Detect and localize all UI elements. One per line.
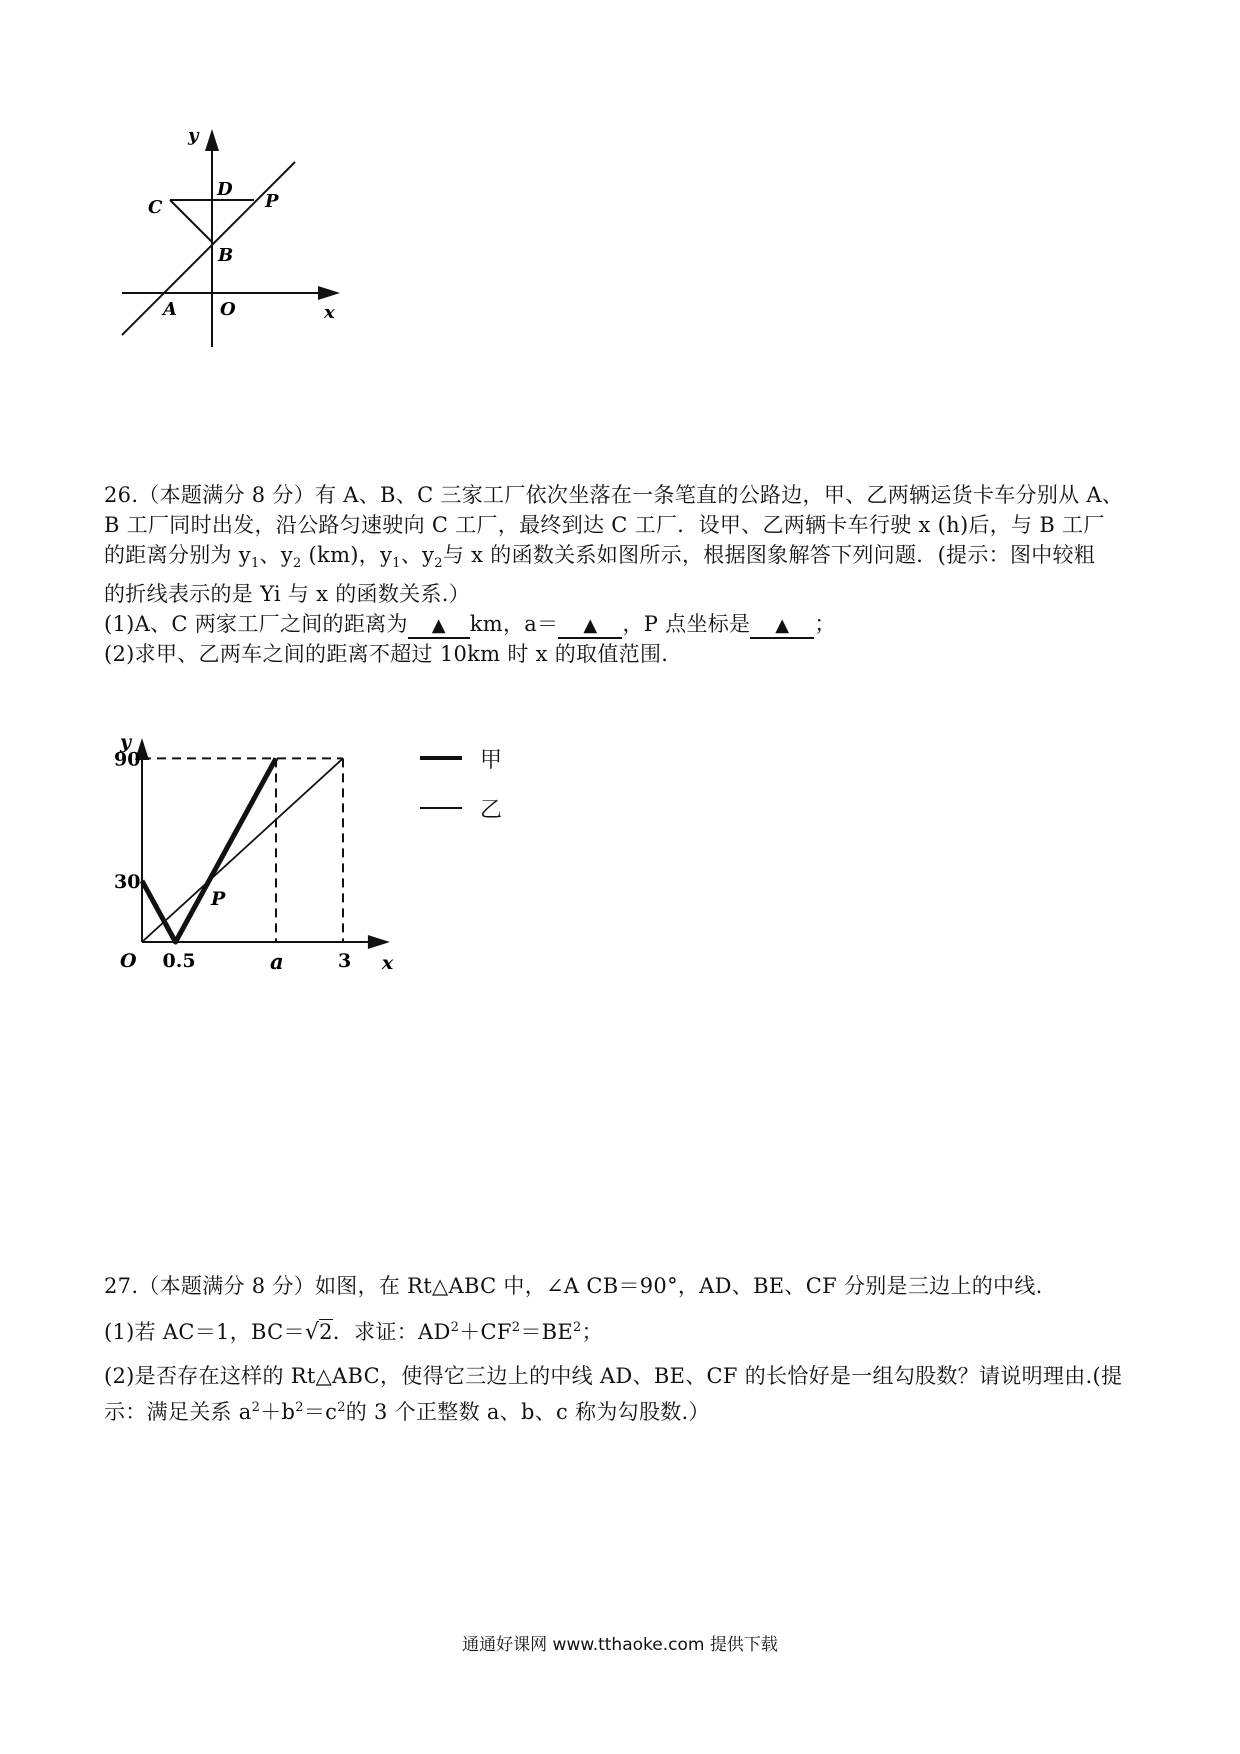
x-tick-0.5: 0.5 [162,950,196,972]
point-o-label: O [220,299,236,320]
line-ab [122,162,295,335]
q26-line-2: B 工厂同时出发，沿公路匀速驶向 C 工厂，最终到达 C 工厂．设甲、乙两辆卡车行驶 x (h)后，与 B 工厂 [104,513,1105,537]
x-axis-arrow-icon [368,935,390,949]
q26-line-4: 的折线表示的是 Yi 与 x 的函数关系.） [104,582,471,607]
chart-legend [420,733,540,833]
series-line-yi [142,758,343,942]
q27-part-1: (1)若 AC＝1，BC＝√2．求证：$AD^2+CF^2=BE^2$； [104,1320,603,1345]
legend-item-yi [420,783,540,833]
q26-part-2: (2)求甲、乙两车之间的距离不超过 10km 时 x 的取值范围. [104,642,669,667]
y-tick-90: 90 [114,748,141,771]
x-tick-a: a [270,949,284,974]
q26-part-1: (1)A、C 两家工厂之间的距离为 ▲ km，a＝ ▲ ，P 点坐标是 ▲ ； [104,609,1144,639]
x-axis-label: x [381,952,394,974]
sqrt-symbol: √ [304,1320,320,1345]
answer-blank-p[interactable]: ▲ [750,615,814,639]
segment-cb [170,200,212,242]
legend-thin-line [420,807,462,809]
answer-blank-a[interactable]: ▲ [558,615,622,639]
question-26 [104,480,1144,669]
coordinate-figure [110,115,370,385]
question-27 [104,1265,1144,1428]
q26-line-1: 26.（本题满分 8 分）有 A、B、C 三家工厂依次坐落在一条笔直的公路边，甲、乙两辆运货卡车分别从 A、 [104,483,1124,507]
x-tick-origin: O [120,950,137,972]
y-tick-30: 30 [114,870,141,893]
x-axis-label: x [324,302,335,323]
page-footer: 通通好课网 www.tthaoke.com 提供下载 [462,1635,778,1655]
q27-part-2: (2)是否存在这样的 Rt△ABC，使得它三边上的中线 AD、BE、CF 的长恰好是一组勾股数？请说明理由.(提 示：满足关系 $a^2+b^2=c^2$的 3 个正整数 a、b、c 称为勾股数.） [104,1364,1123,1424]
point-p-label: P [265,191,279,212]
point-c-label: C [148,197,163,218]
q26-line-3: 的距离分别为 $y_1$、$y_2$ (km)，$y_1$、$y_2$与 x 的函数关系如图所示，根据图象解答下列问题．(提示：图中较粗 [104,543,1096,572]
legend-thick-line [420,756,462,760]
answer-blank-distance[interactable]: ▲ [408,615,470,639]
y-axis-label: y [188,125,199,146]
point-p-label: P [211,887,226,910]
x-axis-arrow-icon [318,286,340,300]
point-b-label: B [218,245,234,266]
y-axis-label: y [120,731,132,753]
legend-label-yi: 乙 [480,797,503,823]
series-line-jia [142,758,276,942]
point-d-label: D [217,179,233,200]
q27-line-1: 27.（本题满分 8 分）如图，在 Rt△ABC 中，∠A CB＝90°，AD、BE、CF 分别是三边上的中线. [104,1274,1043,1298]
x-tick-3: 3 [338,950,352,972]
legend-item-jia [420,733,540,783]
y-axis-arrow-icon [205,129,219,151]
point-a-label: A [163,299,177,320]
legend-label-jia: 甲 [480,747,503,773]
